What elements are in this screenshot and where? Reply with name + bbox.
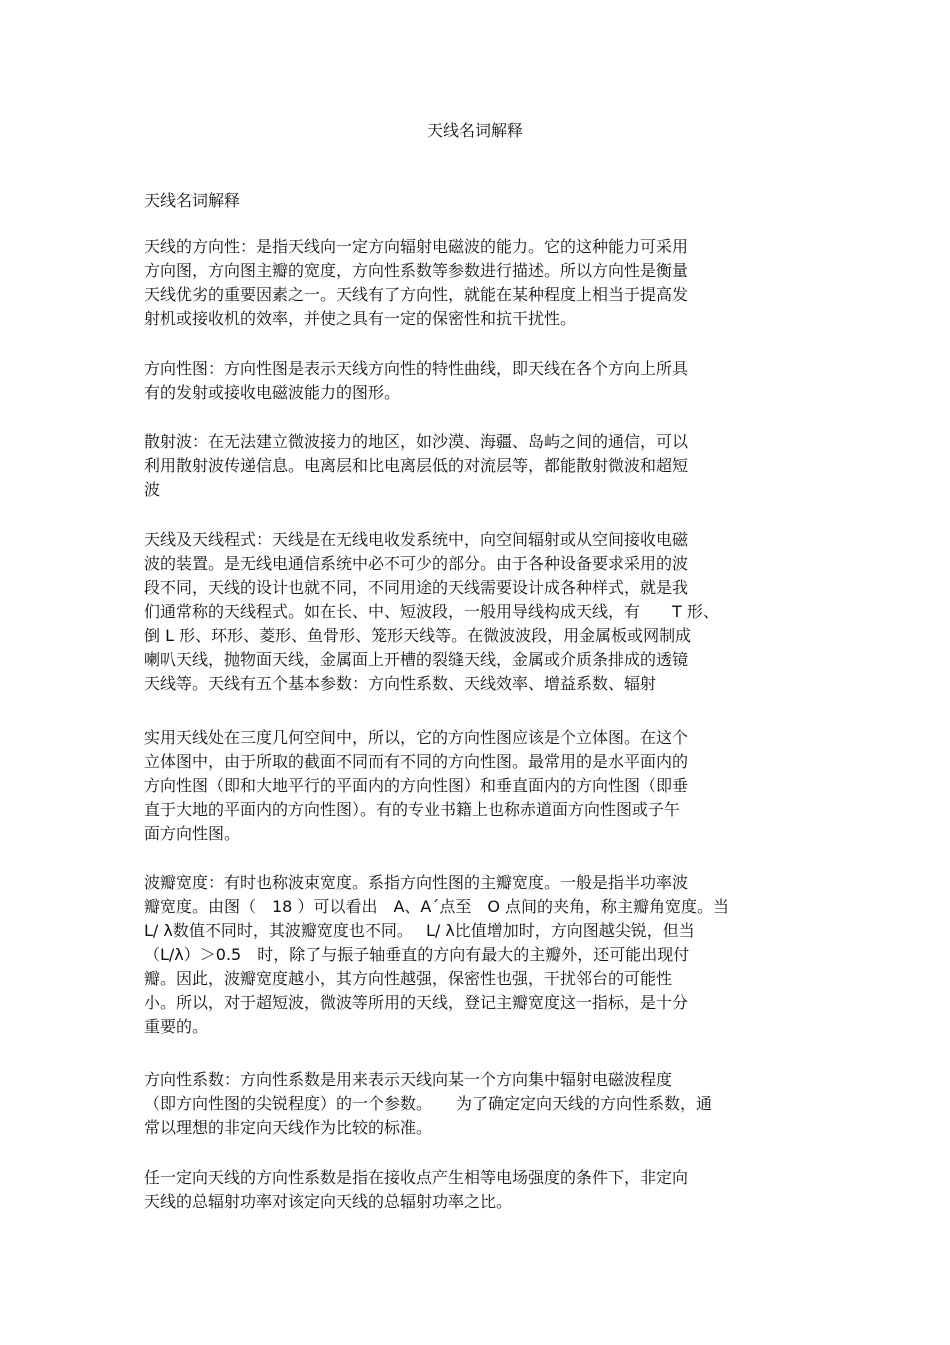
paragraph-line: 方向性系数：方向性系数是用来表示天线向某一个方向集中辐射电磁波程度 — [144, 1070, 673, 1089]
document-subtitle: 天线名词解释 — [144, 191, 241, 210]
paragraph-directivity-coefficient — [144, 1068, 784, 1140]
paragraph-line: 小。所以，对于超短波，微波等所用的天线，登记主瓣宽度这一指标，是十分 — [144, 993, 689, 1012]
paragraph-line: 立体图中，由于所取的截面不同而有不同的方向性图。最常用的是水平面内的 — [144, 752, 689, 771]
paragraph-line: 天线优劣的重要因素之一。天线有了方向性，就能在某种程度上相当于提高发 — [144, 285, 689, 304]
paragraph-line: 段不同，天线的设计也就不同，不同用途的天线需要设计成各种样式，就是我 — [144, 578, 689, 597]
paragraph-pattern — [144, 357, 784, 405]
paragraph-line: 射机或接收机的效率，并使之具有一定的保密性和抗干扰性。 — [144, 309, 577, 328]
paragraph-line: 喇叭天线，抛物面天线，金属面上开槽的裂缝天线，金属或介质条排成的透镜 — [144, 650, 689, 669]
paragraph-line: 波 — [144, 480, 161, 499]
paragraph-line: 利用散射波传递信息。电离层和比电离层低的对流层等，都能散射微波和超短 — [144, 456, 689, 475]
paragraph-line: 实用天线处在三度几何空间中，所以，它的方向性图应该是个立体图。在这个 — [144, 728, 689, 747]
paragraph-line: 有的发射或接收电磁波能力的图形。 — [144, 383, 401, 402]
paragraph-scatter-wave — [144, 430, 784, 502]
paragraph-line: 波瓣宽度：有时也称波束宽度。系指方向性图的主瓣宽度。一般是指半功率波 — [144, 873, 689, 892]
paragraph-line: 重要的。 — [144, 1017, 209, 1036]
paragraph-line: （L/λ）＞0.5 时，除了与振子轴垂直的方向有最大的主瓣外，还可能出现付 — [144, 945, 690, 964]
paragraph-line: 直于大地的平面内的方向性图）。有的专业书籍上也称赤道面方向性图或子午 — [144, 800, 681, 819]
paragraph-directivity-definition — [144, 1166, 784, 1214]
paragraph-3d-pattern — [144, 726, 784, 846]
paragraph-line: 们通常称的天线程式。如在长、中、短波段，一般用导线构成天线，有 T 形、 — [144, 602, 719, 621]
paragraph-line: 常以理想的非定向天线作为比较的标准。 — [144, 1118, 433, 1137]
paragraph-line: 天线的总辐射功率对该定向天线的总辐射功率之比。 — [144, 1192, 513, 1211]
paragraph-line: 方向图，方向图主瓣的宽度，方向性系数等参数进行描述。所以方向性是衡量 — [144, 261, 689, 280]
paragraph-antenna-types — [144, 528, 784, 696]
paragraph-line: 散射波：在无法建立微波接力的地区，如沙漠、海疆、岛屿之间的通信，可以 — [144, 432, 689, 451]
paragraph-line: 天线及天线程式：天线是在无线电收发系统中，向空间辐射或从空间接收电磁 — [144, 530, 689, 549]
paragraph-line: 天线等。天线有五个基本参数：方向性系数、天线效率、增益系数、辐射 — [144, 674, 657, 693]
paragraph-line: 面方向性图。 — [144, 824, 241, 843]
document-title: 天线名词解释 — [426, 121, 523, 140]
paragraph-line: 瓣。因此，波瓣宽度越小，其方向性越强，保密性也强，干扰邻台的可能性 — [144, 969, 673, 988]
paragraph-directivity — [144, 235, 784, 331]
paragraph-line: 倒 L 形、环形、菱形、鱼骨形、笼形天线等。在微波波段，用金属板或网制成 — [144, 626, 692, 645]
paragraph-line: 方向性图（即和大地平行的平面内的方向性图）和垂直面内的方向性图（即垂 — [144, 776, 689, 795]
paragraph-line: 天线的方向性：是指天线向一定方向辐射电磁波的能力。它的这种能力可采用 — [144, 237, 689, 256]
paragraph-beamwidth — [144, 871, 784, 1039]
paragraph-line: 瓣宽度。由图（ 18 ）可以看出 A、A´点至 O 点间的夹角，称主瓣角宽度。当 — [144, 897, 730, 916]
paragraph-line: （即方向性图的尖锐程度）的一个参数。 为了确定定向天线的方向性系数，通 — [144, 1094, 713, 1113]
paragraph-line: 波的装置。是无线电通信系统中必不可少的部分。由于各种设备要求采用的波 — [144, 554, 689, 573]
paragraph-line: 任一定向天线的方向性系数是指在接收点产生相等电场强度的条件下，非定向 — [144, 1168, 689, 1187]
paragraph-line: 方向性图：方向性图是表示天线方向性的特性曲线，即天线在各个方向上所具 — [144, 359, 689, 378]
paragraph-line: L/ λ数值不同时，其波瓣宽度也不同。 L/ λ比值增加时，方向图越尖锐，但当 — [144, 921, 695, 940]
